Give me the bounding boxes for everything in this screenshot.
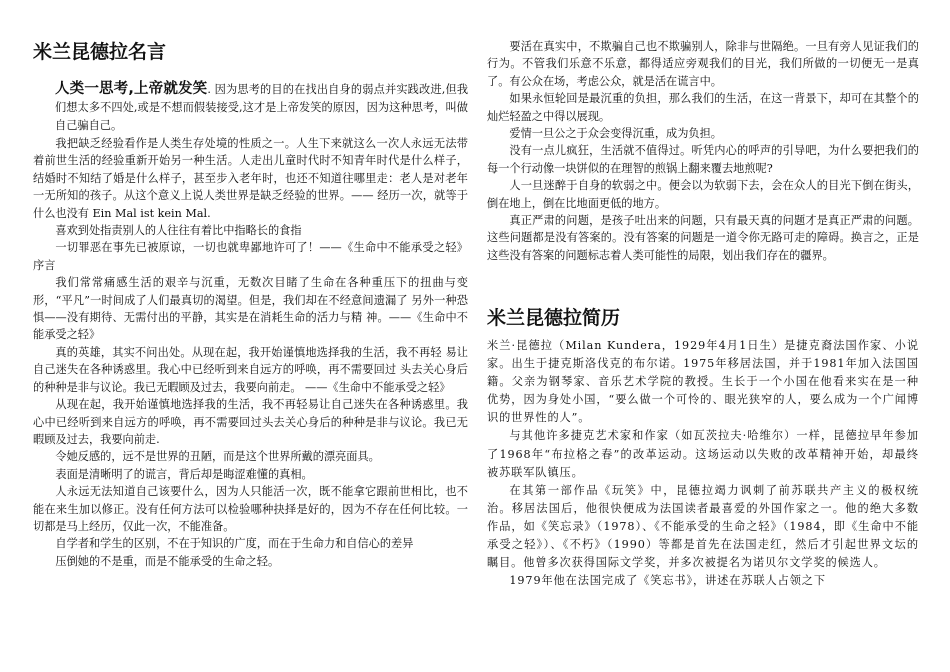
quotes-continued (487, 38, 919, 264)
lead-bold-text: 人类一思考,上帝就发笑 (55, 81, 208, 97)
quote-paragraph: 我们常常痛感生活的艰辛与沉重，无数次目睹了生命在各种重压下的扭曲与变形，“平凡”一时间成了人们最真切的渴望。但是，我们却在不经意间遗漏了 另外一种恐惧——没有期待、无需付出的平静，其实是在消耗生命的活力与精 神。——《生命中不能承受之轻》 (33, 276, 468, 342)
quotes-body (33, 80, 468, 570)
quote-paragraph: 表面是清晰明了的谎言，背后却是晦涩难懂的真相。 (55, 467, 313, 481)
bio-paragraph: 在其第一部作品《玩笑》中，昆德拉竭力讽刺了前苏联共产主义的极权统治。移居法国后，他很快便成为法国读者最喜爱的外国作家之一。他的绝大多数作品，如《笑忘录》（1978）、《不能承受的生命之轻》（1984，即《生命中不能承受之轻》）、《不朽》（1990）等都是首先在法国走红，然后才引起世界文坛的瞩目。他曾多次获得国际文学奖，并多次被提名为诺贝尔文学奖的候选人。 (487, 483, 919, 570)
lead-rest-text: . 因为思考的目的在找出自身的弱点并实践改进,但我们想太多不四处,或是不想而假装接受,这才是上帝发笑的原因，因为这种思考，叫做自己骗自己。 (55, 83, 469, 132)
quote-paragraph: 人永远无法知道自己该要什么，因为人只能活一次，既不能拿它跟前世相比，也不能在来生加以修正。没有任何方法可以检验哪种抉择是好的，因为不存在任何比较。一切都是马上经历，仅此一次，不能准备。 (33, 485, 468, 533)
bio-paragraph: 1979年他在法国完成了《笑忘书》，讲述在苏联人占领之下 (509, 574, 826, 588)
quote-paragraph: 如果永恒轮回是最沉重的负担，那么我们的生活，在这一背景下，却可在其整个的灿烂轻盈之中得以展现。 (487, 92, 919, 123)
lead-paragraph (33, 80, 468, 135)
quote-paragraph: 从现在起，我开始谨慎地选择我的生活，我不再轻易让自己迷失在各种诱惑里。我心中已经听到来自远方的呼唤，再不需要回过头去关心身后的种种是非与议论。我已无暇顾及过去，我要向前走. (33, 398, 468, 446)
quote-paragraph: 我把缺乏经验看作是人类生存处境的性质之一。人生下来就这么一次人永远无法带着前世生活的经验重新开始另一种生活。人走出儿童时代时不知青年时代是什么样子，结婚时不知结了婚是什么样子，甚至步入老年时，也还不知道往哪里走：老人是对老年一无所知的孩子。从这个意义上说人类世界是缺乏经验的世界。—— 经历一次，就等于什么也没有 Ein Mal ist kein Mal. (33, 137, 468, 220)
bio-title: 米兰昆德拉简历 (487, 307, 621, 329)
bio-body (487, 337, 919, 590)
quote-paragraph: 要活在真实中，不欺骗自己也不欺骗别人，除非与世隔绝。一旦有旁人见证我们的行为。不管我们乐意不乐意，都得适应旁观我们的目光，我们所做的一切便无一是真了。有公众在场，考虑公众，就是活在谎言中。 (487, 40, 919, 88)
quote-paragraph: 自学者和学生的区别，不在于知识的广度，而在于生命力和自信心的差异 (55, 537, 414, 551)
quotes-title: 米兰昆德拉名言 (33, 41, 167, 63)
quote-paragraph: 令她反感的，远不是世界的丑陋，而是这个世界所戴的漂亮面具。 (55, 450, 380, 464)
quote-paragraph: 爱情一旦公之于众会变得沉重，成为负担。 (509, 127, 722, 141)
quote-paragraph: 真正严肃的问题，是孩子吐出来的问题，只有最天真的问题才是真正严肃的问题。这些问题都是没有答案的。没有答案的问题是一道令你无路可走的障碍。换言之，正是这些没有答案的问题标志着人类可能性的局限，划出我们存在的疆界。 (487, 214, 919, 262)
bio-paragraph: 米兰·昆德拉（Milan Kundera，1929年4月1日生）是捷克裔法国作家、小说家。出生于捷克斯洛伐克的布尔诺。1975年移居法国，并于1981年加入法国国籍。父亲为钢琴家、音乐艺术学院的教授。生长于一个小国在他看来实在是一种优势，因为身处小国，“要么做一个可怜的、眼光狭窄的人，要么成为一个广闻博识的世界性的人”。 (487, 339, 919, 425)
quote-paragraph: 一切罪恶在事先已被原谅，一切也就卑鄙地许可了！——《生命中不能承受之轻》序言 (33, 241, 468, 272)
quote-paragraph: 压倒她的不是重，而是不能承受的生命之轻。 (55, 554, 280, 568)
quote-paragraph: 真的英雄，其实不问出处。从现在起，我开始谨慎地选择我的生活，我不再轻 易让自己迷失在各种诱惑里。我心中已经听到来自远方的呼唤，再不需要回过 头去关心身后的种种是非与议论。我已无暇顾及过去，我要向前走。 ——《生命中不能承受之轻》 (33, 345, 468, 394)
bio-paragraph: 与其他许多捷克艺术家和作家（如瓦茨拉夫·哈维尔）一样，昆德拉早年参加了1968年“布拉格之春”的改革运动。这场运动以失败的改革精神开始，却最终被苏联军队镇压。 (487, 429, 919, 479)
quote-paragraph: 喜欢到处指责别人的人往往有着比中指略长的食指 (55, 224, 302, 238)
quote-paragraph: 人一旦迷醉于自身的软弱之中。便会以为软弱下去，会在众人的目光下倒在街头，倒在地上，倒在比地面更低的地方。 (487, 179, 919, 210)
quote-paragraph: 没有一点儿疯狂，生活就不值得过。听凭内心的呼声的引导吧，为什么要把我们的每一个行动像一块饼似的在理智的煎锅上翻来覆去地煎呢? (487, 144, 919, 175)
